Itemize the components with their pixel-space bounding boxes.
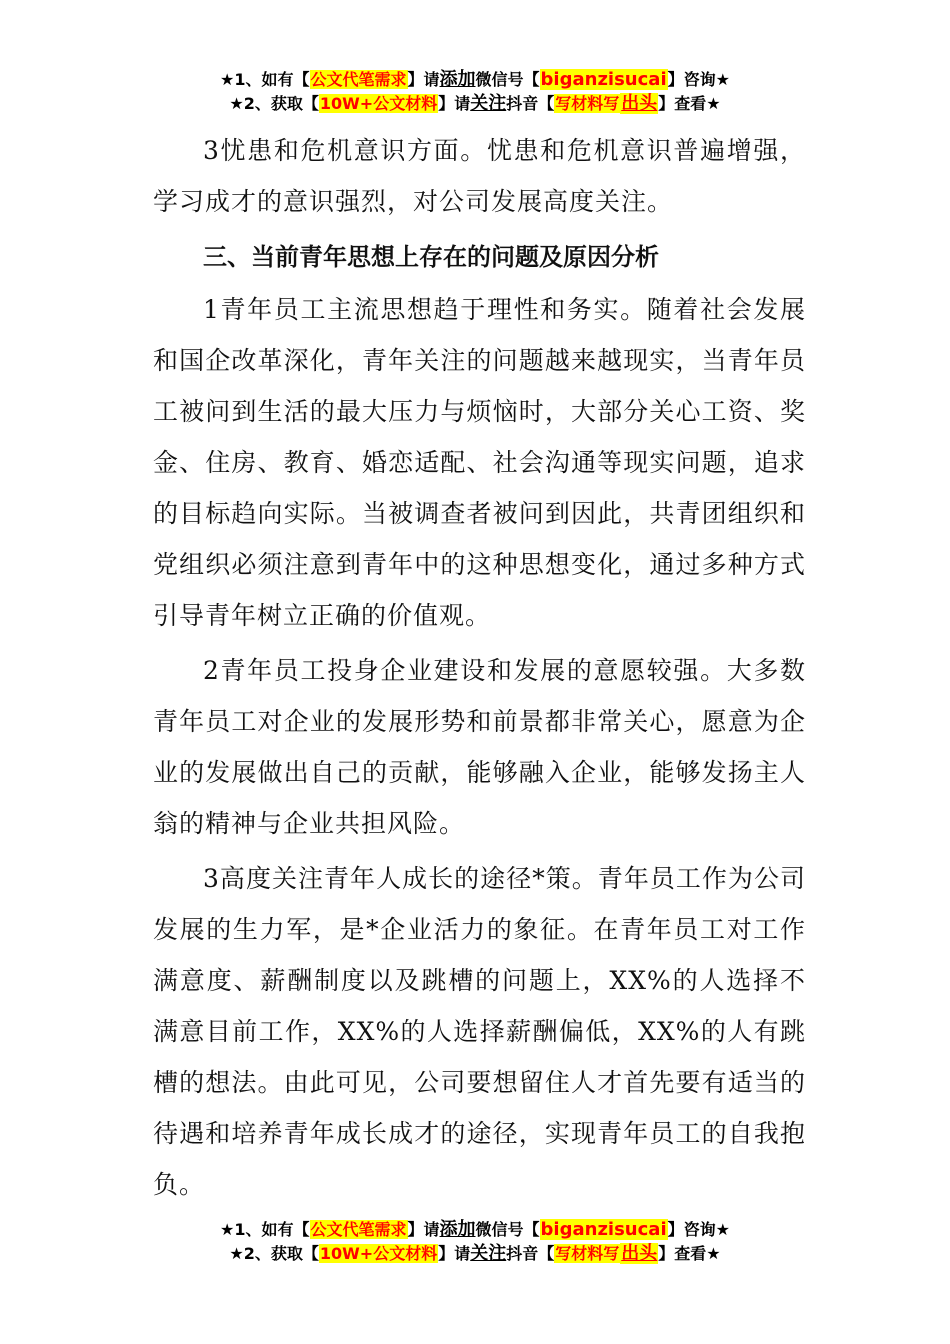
banner-line-1 — [0, 68, 950, 92]
paragraph: 2青年员工投身企业建设和发展的意愿较强。大多数青年员工对企业的发展形势和前景都非常关心，愿意为企业的发展做出自己的贡献，能够融入企业，能够发扬主人翁的精神与企业共担风险。 — [153, 656, 806, 838]
banner-text: 微信号【 — [475, 1220, 540, 1239]
banner-line-2 — [0, 1242, 950, 1266]
banner-text: ★1、如有【 — [220, 1220, 310, 1239]
highlight-materials: 10W+公文材料 — [319, 94, 438, 113]
banner-text: 】请 — [438, 94, 471, 113]
paragraph: 3忧患和危机意识方面。忧患和危机意识普遍增强，学习成才的意识强烈，对公司发展高度关注。 — [153, 136, 806, 216]
paragraph: 1青年员工主流思想趋于理性和务实。随着社会发展和国企改革深化，青年关注的问题越来越现实，当青年员工被问到生活的最大压力与烦恼时，大部分关心工资、奖金、住房、教育、婚恋适配、社会沟通等现实问题，追求的目标趋向实际。当被调查者被问到因此，共青团组织和党组织必须注意到青年中的这种思想变化，通过多种方式引导青年树立正确的价值观。 — [153, 295, 806, 630]
banner-text: 】查看★ — [658, 1244, 721, 1263]
banner-text: 】查看★ — [658, 94, 721, 113]
header-banner — [0, 68, 950, 116]
banner-text: 微信号【 — [475, 70, 540, 89]
highlight-douyin-underlined: 出头 — [621, 93, 658, 114]
banner-text: ★2、获取【 — [229, 94, 319, 113]
banner-text: 抖音【 — [506, 1244, 555, 1263]
highlight-douyin-underlined: 出头 — [621, 1243, 658, 1264]
document-body — [153, 125, 806, 1210]
paragraph: 3高度关注青年人成长的途径*策。青年员工作为公司发展的生力军，是*企业活力的象征。在青年员工对工作满意度、薪酬制度以及跳槽的问题上，XX%的人选择不满意目前工作，XX%的人选择薪酬偏低，XX%的人有跳槽的想法。由此可见，公司要想留住人才首先要有适当的待遇和培养青年成长成才的途径，实现青年员工的自我抱负。 — [153, 864, 806, 1199]
highlight-service: 公文代笔需求 — [310, 1220, 407, 1239]
highlight-douyin: 写材料写 — [555, 1244, 620, 1263]
banner-text: 抖音【 — [506, 94, 555, 113]
banner-text: 】咨询★ — [667, 1220, 730, 1239]
banner-text: 】咨询★ — [667, 70, 730, 89]
highlight-service: 公文代笔需求 — [310, 70, 407, 89]
banner-underlined-text: 添加 — [439, 1219, 476, 1240]
banner-text: 】请 — [438, 1244, 471, 1263]
banner-line-2 — [0, 92, 950, 116]
banner-text: ★2、获取【 — [229, 1244, 319, 1263]
banner-underlined-text: 添加 — [439, 69, 476, 90]
highlight-douyin: 写材料写 — [555, 94, 620, 113]
banner-text: 】请 — [407, 1220, 440, 1239]
banner-line-1 — [0, 1218, 950, 1242]
highlight-wechat-id: biganzisucai — [540, 69, 667, 90]
highlight-materials: 10W+公文材料 — [319, 1244, 438, 1263]
highlight-wechat-id: biganzisucai — [540, 1219, 667, 1240]
banner-text: 】请 — [407, 70, 440, 89]
footer-banner — [0, 1218, 950, 1266]
section-heading: 三、当前青年思想上存在的问题及原因分析 — [203, 243, 659, 271]
banner-text: ★1、如有【 — [220, 70, 310, 89]
banner-underlined-text: 关注 — [470, 1243, 507, 1264]
banner-underlined-text: 关注 — [470, 93, 507, 114]
